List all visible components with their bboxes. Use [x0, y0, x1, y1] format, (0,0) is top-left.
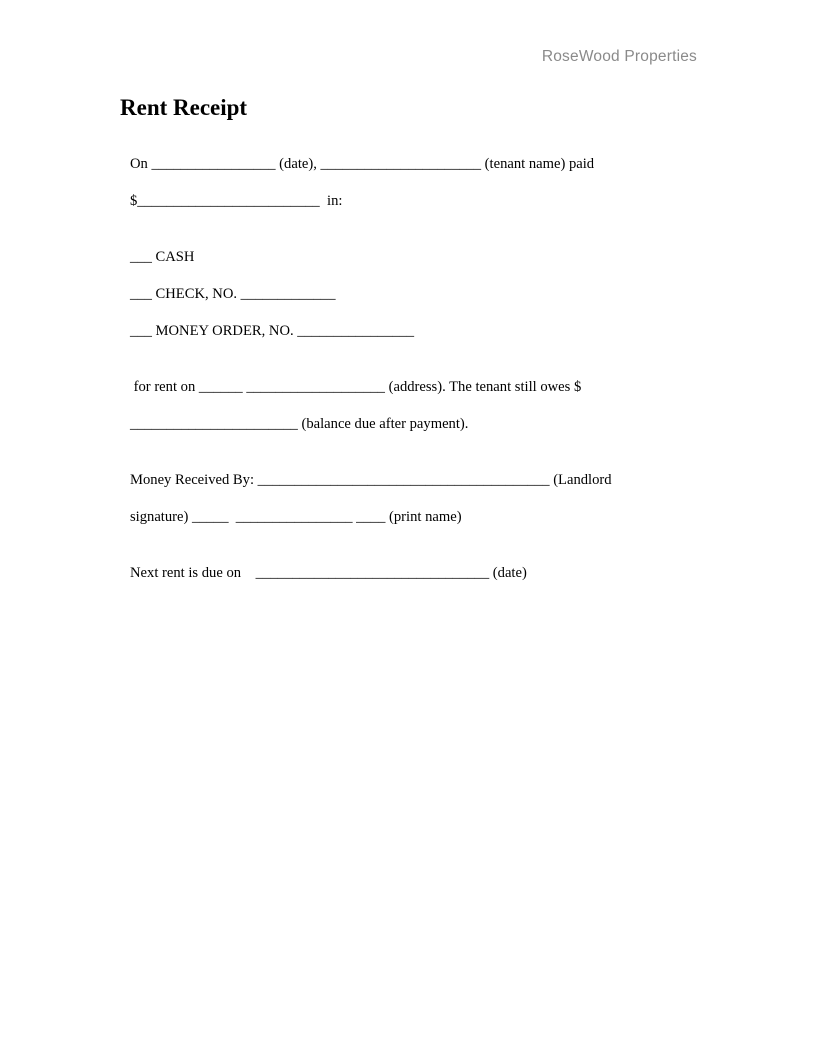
payment-date-tenant-line: On _________________ (date), ______________________ (tenant name) paid [130, 156, 595, 172]
money-order-option-line: ___ MONEY ORDER, NO. ________________ [130, 323, 415, 339]
next-rent-due-line: Next rent is due on ________________________________ (date) [130, 565, 527, 581]
rent-address-line: for rent on ______ ___________________ (address). The tenant still owes $ [130, 379, 582, 395]
amount-paid-line: $_________________________ in: [130, 193, 343, 209]
check-option-line: ___ CHECK, NO. _____________ [130, 286, 336, 302]
cash-option-line: ___ CASH [130, 249, 195, 265]
money-received-by-line: Money Received By: ________________________________________ (Landlord [130, 472, 612, 488]
signature-print-name-line: signature) _____ ________________ ____ (print name) [130, 509, 462, 525]
company-name: RoseWood Properties [541, 48, 697, 65]
balance-due-line: _______________________ (balance due after payment). [130, 416, 469, 432]
document-title: Rent Receipt [120, 95, 248, 120]
